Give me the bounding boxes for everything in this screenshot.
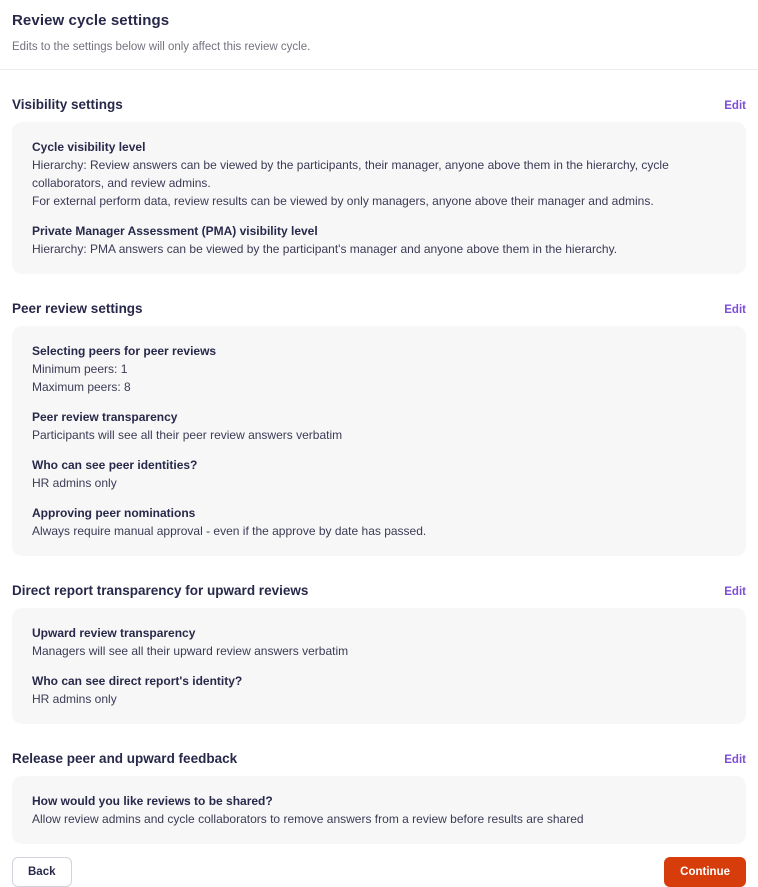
- setting-value: Allow review admins and cycle collaborators to remove answers from a review before results are shared: [32, 812, 584, 826]
- continue-button[interactable]: Continue: [664, 857, 746, 887]
- settings-card: [12, 326, 746, 556]
- section-visibility-settings: [12, 97, 746, 274]
- edit-visibility-settings-link[interactable]: Edit: [724, 100, 746, 112]
- setting-item: [32, 792, 726, 828]
- setting-item: [32, 624, 726, 660]
- setting-value: Maximum peers: 8: [32, 380, 131, 394]
- setting-item: [32, 342, 726, 396]
- section-title: Release peer and upward feedback: [12, 751, 238, 766]
- section-heading-row: [12, 583, 746, 598]
- edit-release-feedback-link[interactable]: Edit: [724, 754, 746, 766]
- settings-card: [12, 122, 746, 274]
- setting-label: Who can see direct report's identity?: [32, 674, 243, 688]
- setting-label: Who can see peer identities?: [32, 458, 198, 472]
- setting-item: [32, 138, 726, 210]
- setting-value: Minimum peers: 1: [32, 362, 128, 376]
- page-title: Review cycle settings: [12, 12, 170, 29]
- setting-value: Hierarchy: PMA answers can be viewed by the participant's manager and anyone above them in the hierarchy.: [32, 242, 618, 256]
- setting-label: Upward review transparency: [32, 626, 196, 640]
- section-heading-row: [12, 301, 746, 316]
- edit-direct-report-transparency-link[interactable]: Edit: [724, 586, 746, 598]
- setting-value: Managers will see all their upward review answers verbatim: [32, 644, 349, 658]
- setting-item: [32, 222, 726, 258]
- setting-item: [32, 672, 726, 708]
- back-button[interactable]: Back: [12, 857, 72, 887]
- footer-actions: [0, 844, 758, 887]
- setting-value: For external perform data, review results can be viewed by only managers, anyone above their manager and admins.: [32, 194, 654, 208]
- setting-item: [32, 456, 726, 492]
- section-direct-report-transparency: [12, 583, 746, 724]
- setting-label: Private Manager Assessment (PMA) visibility level: [32, 224, 318, 238]
- setting-value: HR admins only: [32, 692, 117, 706]
- page-subtitle: Edits to the settings below will only affect this review cycle.: [12, 41, 311, 53]
- setting-label: Peer review transparency: [32, 410, 178, 424]
- section-peer-review-settings: [12, 301, 746, 556]
- setting-label: Cycle visibility level: [32, 140, 146, 154]
- section-heading-row: [12, 751, 746, 766]
- setting-value: Always require manual approval - even if the approve by date has passed.: [32, 524, 427, 538]
- page-header: [0, 0, 758, 70]
- setting-item: [32, 408, 726, 444]
- section-title: Peer review settings: [12, 301, 143, 316]
- settings-content: [0, 97, 758, 844]
- settings-card: [12, 776, 746, 844]
- section-title: Direct report transparency for upward reviews: [12, 583, 309, 598]
- section-title: Visibility settings: [12, 97, 123, 112]
- settings-card: [12, 608, 746, 724]
- setting-label: Approving peer nominations: [32, 506, 196, 520]
- setting-label: Selecting peers for peer reviews: [32, 344, 217, 358]
- section-release-feedback: [12, 751, 746, 844]
- setting-value: HR admins only: [32, 476, 117, 490]
- setting-value: Participants will see all their peer review answers verbatim: [32, 428, 343, 442]
- setting-value: Hierarchy: Review answers can be viewed by the participants, their manager, anyone above them in the hierarchy, cycle collaborators, and review admins.: [32, 158, 669, 190]
- edit-peer-review-settings-link[interactable]: Edit: [724, 304, 746, 316]
- setting-label: How would you like reviews to be shared?: [32, 794, 273, 808]
- setting-item: [32, 504, 726, 540]
- section-heading-row: [12, 97, 746, 112]
